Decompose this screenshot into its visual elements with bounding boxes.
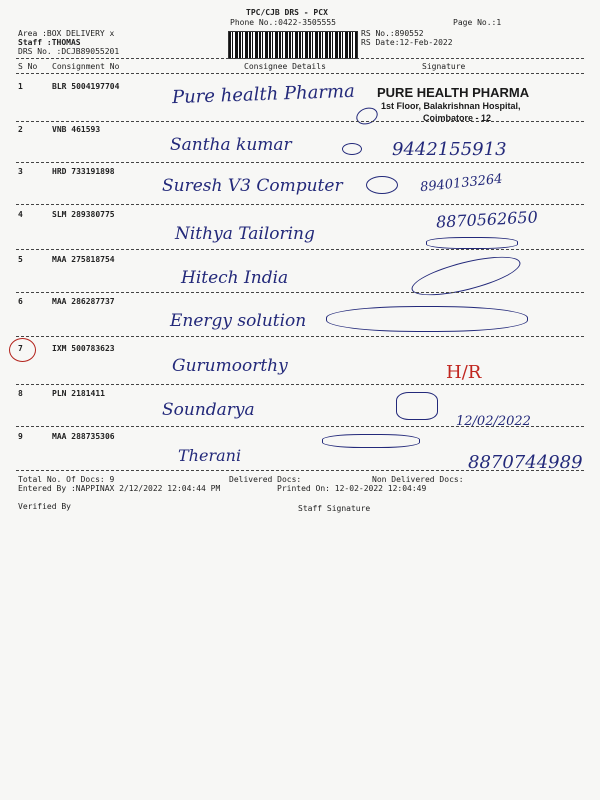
- divider: [16, 73, 584, 74]
- staff-signature: Staff Signature: [298, 504, 371, 513]
- row-note: 8940133264: [419, 171, 504, 196]
- row-consignment: MAA 288735306: [52, 432, 115, 441]
- document-title: TPC/CJB DRS - PCX: [246, 8, 328, 17]
- verified-by: Verified By: [18, 502, 71, 511]
- row-consignment: MAA 275818754: [52, 255, 115, 264]
- col-header-signature: Signature: [422, 62, 466, 71]
- phone-number: Phone No.:0422-3505555: [230, 18, 336, 27]
- delivered-docs: Delivered Docs:: [229, 475, 302, 484]
- stamp-name: PURE HEALTH PHARMA: [377, 85, 530, 100]
- page-number: Page No.:1: [453, 18, 502, 27]
- divider: [16, 384, 584, 385]
- area-label: Area :BOX DELIVERY x: [18, 29, 115, 38]
- row-sno: 8: [18, 389, 23, 398]
- row-sno: 6: [18, 297, 23, 306]
- row-sno: 3: [18, 167, 23, 176]
- row-note: 9442155913: [392, 139, 507, 160]
- divider: [16, 121, 584, 122]
- row-consignment: VNB 461593: [52, 125, 101, 134]
- signature-scribble: [396, 392, 438, 420]
- row-consignee: Energy solution: [170, 311, 307, 331]
- signature-scribble: [342, 143, 362, 155]
- row-note: 12/02/2022: [456, 414, 531, 429]
- stamp-address-line2: Coimbatore - 12: [423, 113, 492, 123]
- col-header-consignee: Consignee Details: [244, 62, 326, 71]
- row-consignment: IXM 500783623: [52, 344, 115, 353]
- non-delivered-docs: Non Delivered Docs:: [372, 475, 464, 484]
- divider: [16, 470, 584, 471]
- stamp-address-line1: 1st Floor, Balakrishnan Hospital,: [381, 101, 521, 111]
- rs-number: RS No.:890552: [361, 29, 424, 38]
- signature-scribble: [366, 176, 398, 194]
- row-consignment: MAA 286287737: [52, 297, 115, 306]
- row-note: 8870562650: [435, 207, 539, 232]
- printed-on: Printed On: 12-02-2022 12:04:49: [277, 484, 427, 493]
- row-consignee: Gurumoorthy: [172, 356, 288, 376]
- row-consignment: SLM 289380775: [52, 210, 115, 219]
- col-header-consignment: Consignment No: [52, 62, 120, 71]
- col-header-sno: S No: [18, 62, 38, 71]
- signature-scribble: [408, 249, 523, 303]
- row-note: H/R: [446, 362, 482, 383]
- barcode: [228, 31, 358, 59]
- row-consignment: HRD 733191898: [52, 167, 115, 176]
- row-consignee: Therani: [178, 446, 242, 465]
- row-sno: 9: [18, 432, 23, 441]
- divider: [16, 204, 584, 205]
- signature-scribble: [426, 237, 518, 249]
- row-sno: 7: [18, 344, 23, 353]
- row-sno: 4: [18, 210, 23, 219]
- signature-scribble: [322, 434, 420, 448]
- divider: [16, 249, 584, 250]
- divider: [16, 58, 584, 59]
- row-consignee: Soundarya: [162, 400, 255, 420]
- drs-number: DRS No. :DCJB89055201: [18, 47, 120, 56]
- row-consignment: PLN 2181411: [52, 389, 105, 398]
- rs-date: RS Date:12-Feb-2022: [361, 38, 453, 47]
- row-consignee: Pure health Pharma: [171, 80, 356, 109]
- row-note: 8870744989: [468, 452, 583, 473]
- row-sno: 2: [18, 125, 23, 134]
- row-consignee: Hitech India: [181, 268, 289, 288]
- row-consignee: Santha kumar: [170, 135, 292, 155]
- row-consignee: Suresh V3 Computer: [162, 176, 343, 196]
- entered-by: Entered By :NAPPINAX 2/12/2022 12:04:44 PM: [18, 484, 221, 493]
- divider: [16, 292, 584, 293]
- row-consignment: BLR 5004197704: [52, 82, 120, 91]
- row-sno: 1: [18, 82, 23, 91]
- staff-label: Staff :THOMAS: [18, 38, 81, 47]
- row-consignee: Nithya Tailoring: [175, 224, 315, 244]
- signature-scribble: [326, 306, 528, 332]
- divider: [16, 426, 584, 427]
- row-sno: 5: [18, 255, 23, 264]
- signature-scribble: [354, 105, 380, 128]
- total-docs: Total No. Of Docs: 9: [18, 475, 115, 484]
- divider: [16, 162, 584, 163]
- divider: [16, 336, 584, 337]
